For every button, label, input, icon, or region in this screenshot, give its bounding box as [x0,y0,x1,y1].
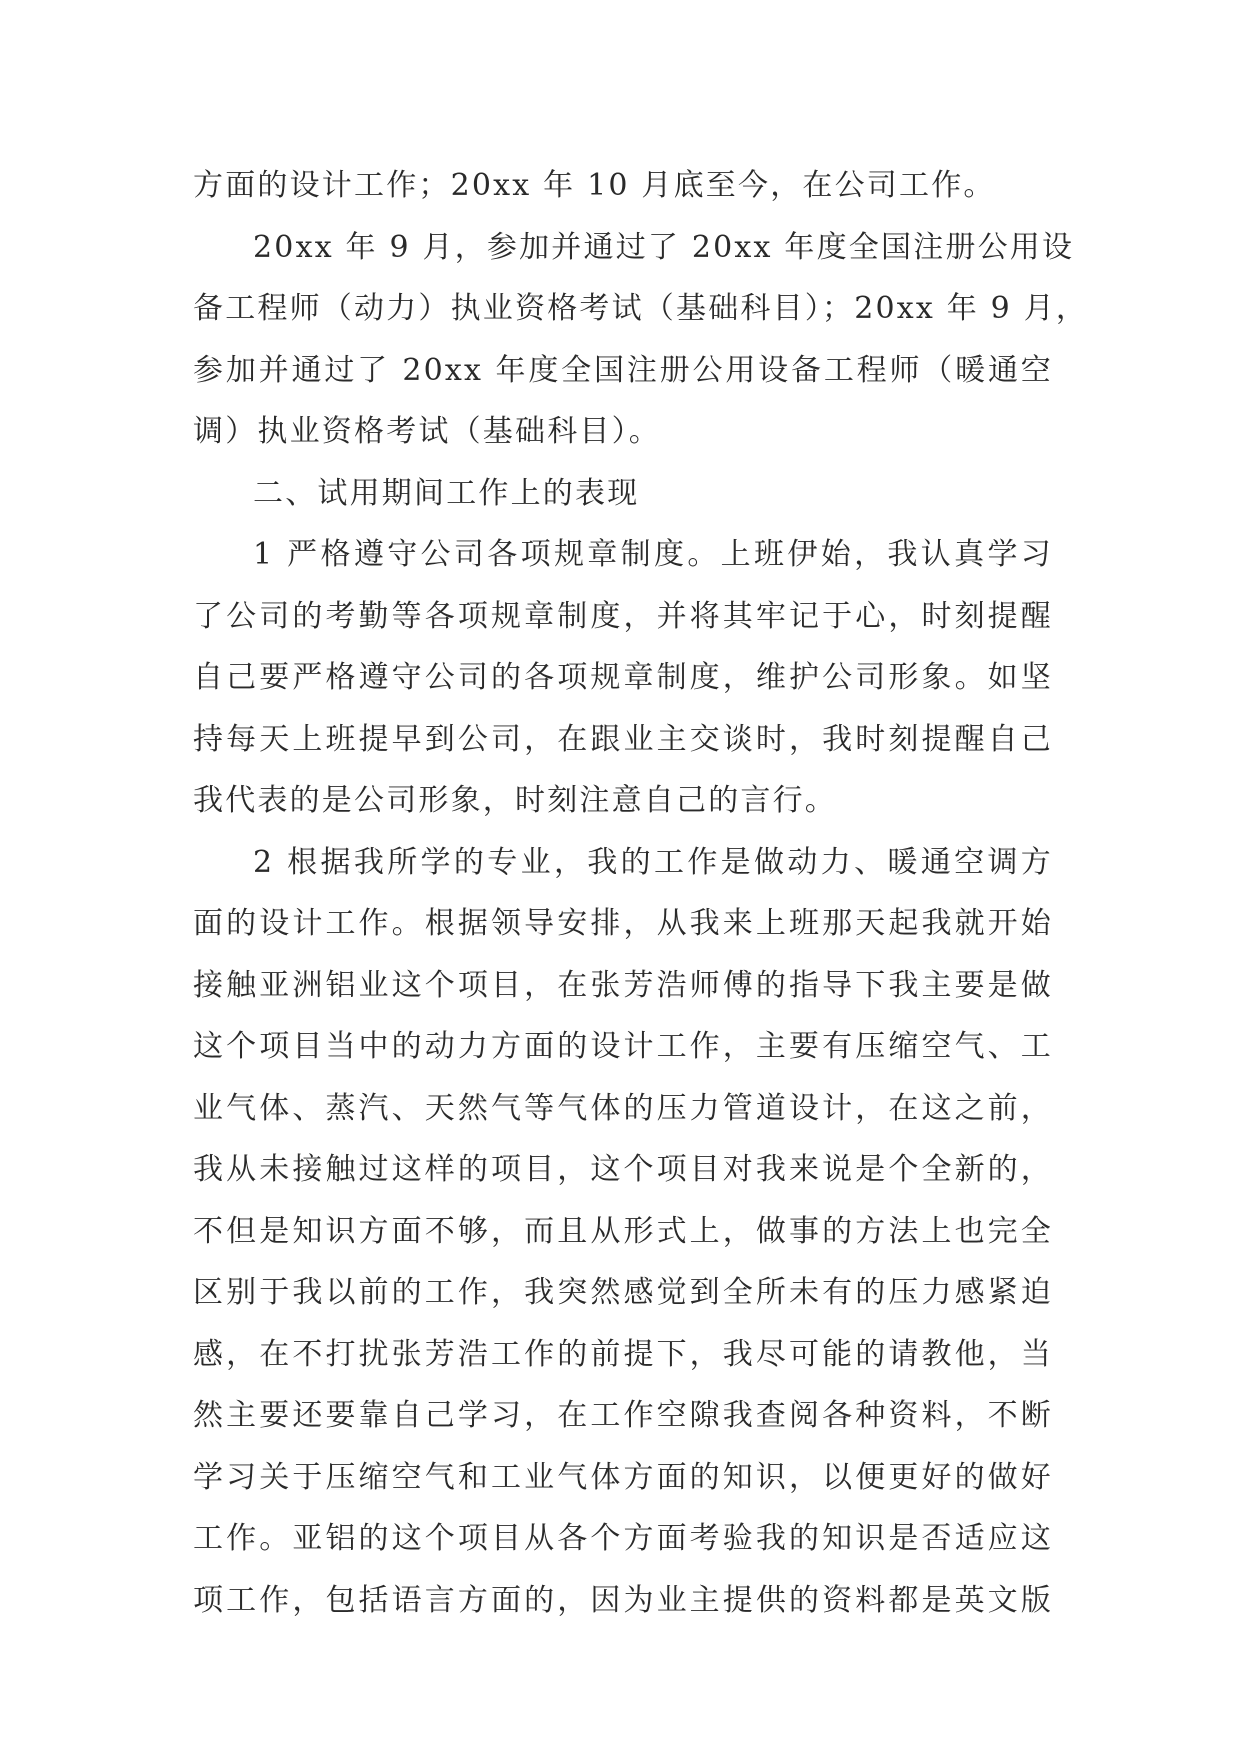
paragraph-line: 不但是知识方面不够，而且从形式上，做事的方法上也完全 [193,1213,1053,1249]
paragraph-line: 业气体、蒸汽、天然气等气体的压力管道设计，在这之前， [193,1090,1053,1126]
paragraph-line: 感，在不打扰张芳浩工作的前提下，我尽可能的请教他，当 [193,1336,1053,1372]
paragraph-line: 工作。亚铝的这个项目从各个方面考验我的知识是否适应这 [193,1521,1053,1556]
paragraph-line: 备工程师（动力）执业资格考试（基础科目）；20xx 年 9 月， [193,291,1089,326]
paragraph-line: 接触亚洲铝业这个项目，在张芳浩师傅的指导下我主要是做 [193,967,1053,1003]
paragraph-line: 我代表的是公司形象，时刻注意自己的言行。 [193,783,837,818]
paragraph-line: 我从未接触过这样的项目，这个项目对我来说是个全新的， [193,1152,1053,1187]
paragraph-line: 然主要还要靠自己学习，在工作空隙我查阅各种资料，不断 [193,1398,1053,1433]
paragraph-line: 参加并通过了 20xx 年度全国注册公用设备工程师（暖通空 [193,352,1053,388]
paragraph-line: 学习关于压缩空气和工业气体方面的知识，以便更好的做好 [193,1459,1053,1495]
paragraph-line: 自己要严格遵守公司的各项规章制度，维护公司形象。如坚 [193,660,1053,695]
paragraph-line: 2 根据我所学的专业，我的工作是做动力、暖通空调方 [253,844,1053,880]
section-heading: 二、试用期间工作上的表现 [253,475,640,511]
document-body [193,155,1089,1631]
paragraph-line: 了公司的考勤等各项规章制度，并将其牢记于心，时刻提醒 [193,598,1053,634]
paragraph-line: 方面的设计工作；20xx 年 10 月底至今，在公司工作。 [193,168,996,203]
paragraph-line: 20xx 年 9 月，参加并通过了 20xx 年度全国注册公用设 [253,229,1075,265]
paragraph-line: 持每天上班提早到公司，在跟业主交谈时，我时刻提醒自己 [193,721,1053,757]
paragraph-line: 1 严格遵守公司各项规章制度。上班伊始，我认真学习 [253,537,1053,572]
paragraph-line: 区别于我以前的工作，我突然感觉到全所未有的压力感紧迫 [193,1275,1053,1310]
paragraph-line: 项工作，包括语言方面的，因为业主提供的资料都是英文版 [193,1582,1053,1618]
paragraph-line: 这个项目当中的动力方面的设计工作，主要有压缩空气、工 [193,1029,1053,1064]
paragraph-line: 面的设计工作。根据领导安排，从我来上班那天起我就开始 [193,906,1053,941]
paragraph-line: 调）执业资格考试（基础科目）。 [193,414,661,449]
